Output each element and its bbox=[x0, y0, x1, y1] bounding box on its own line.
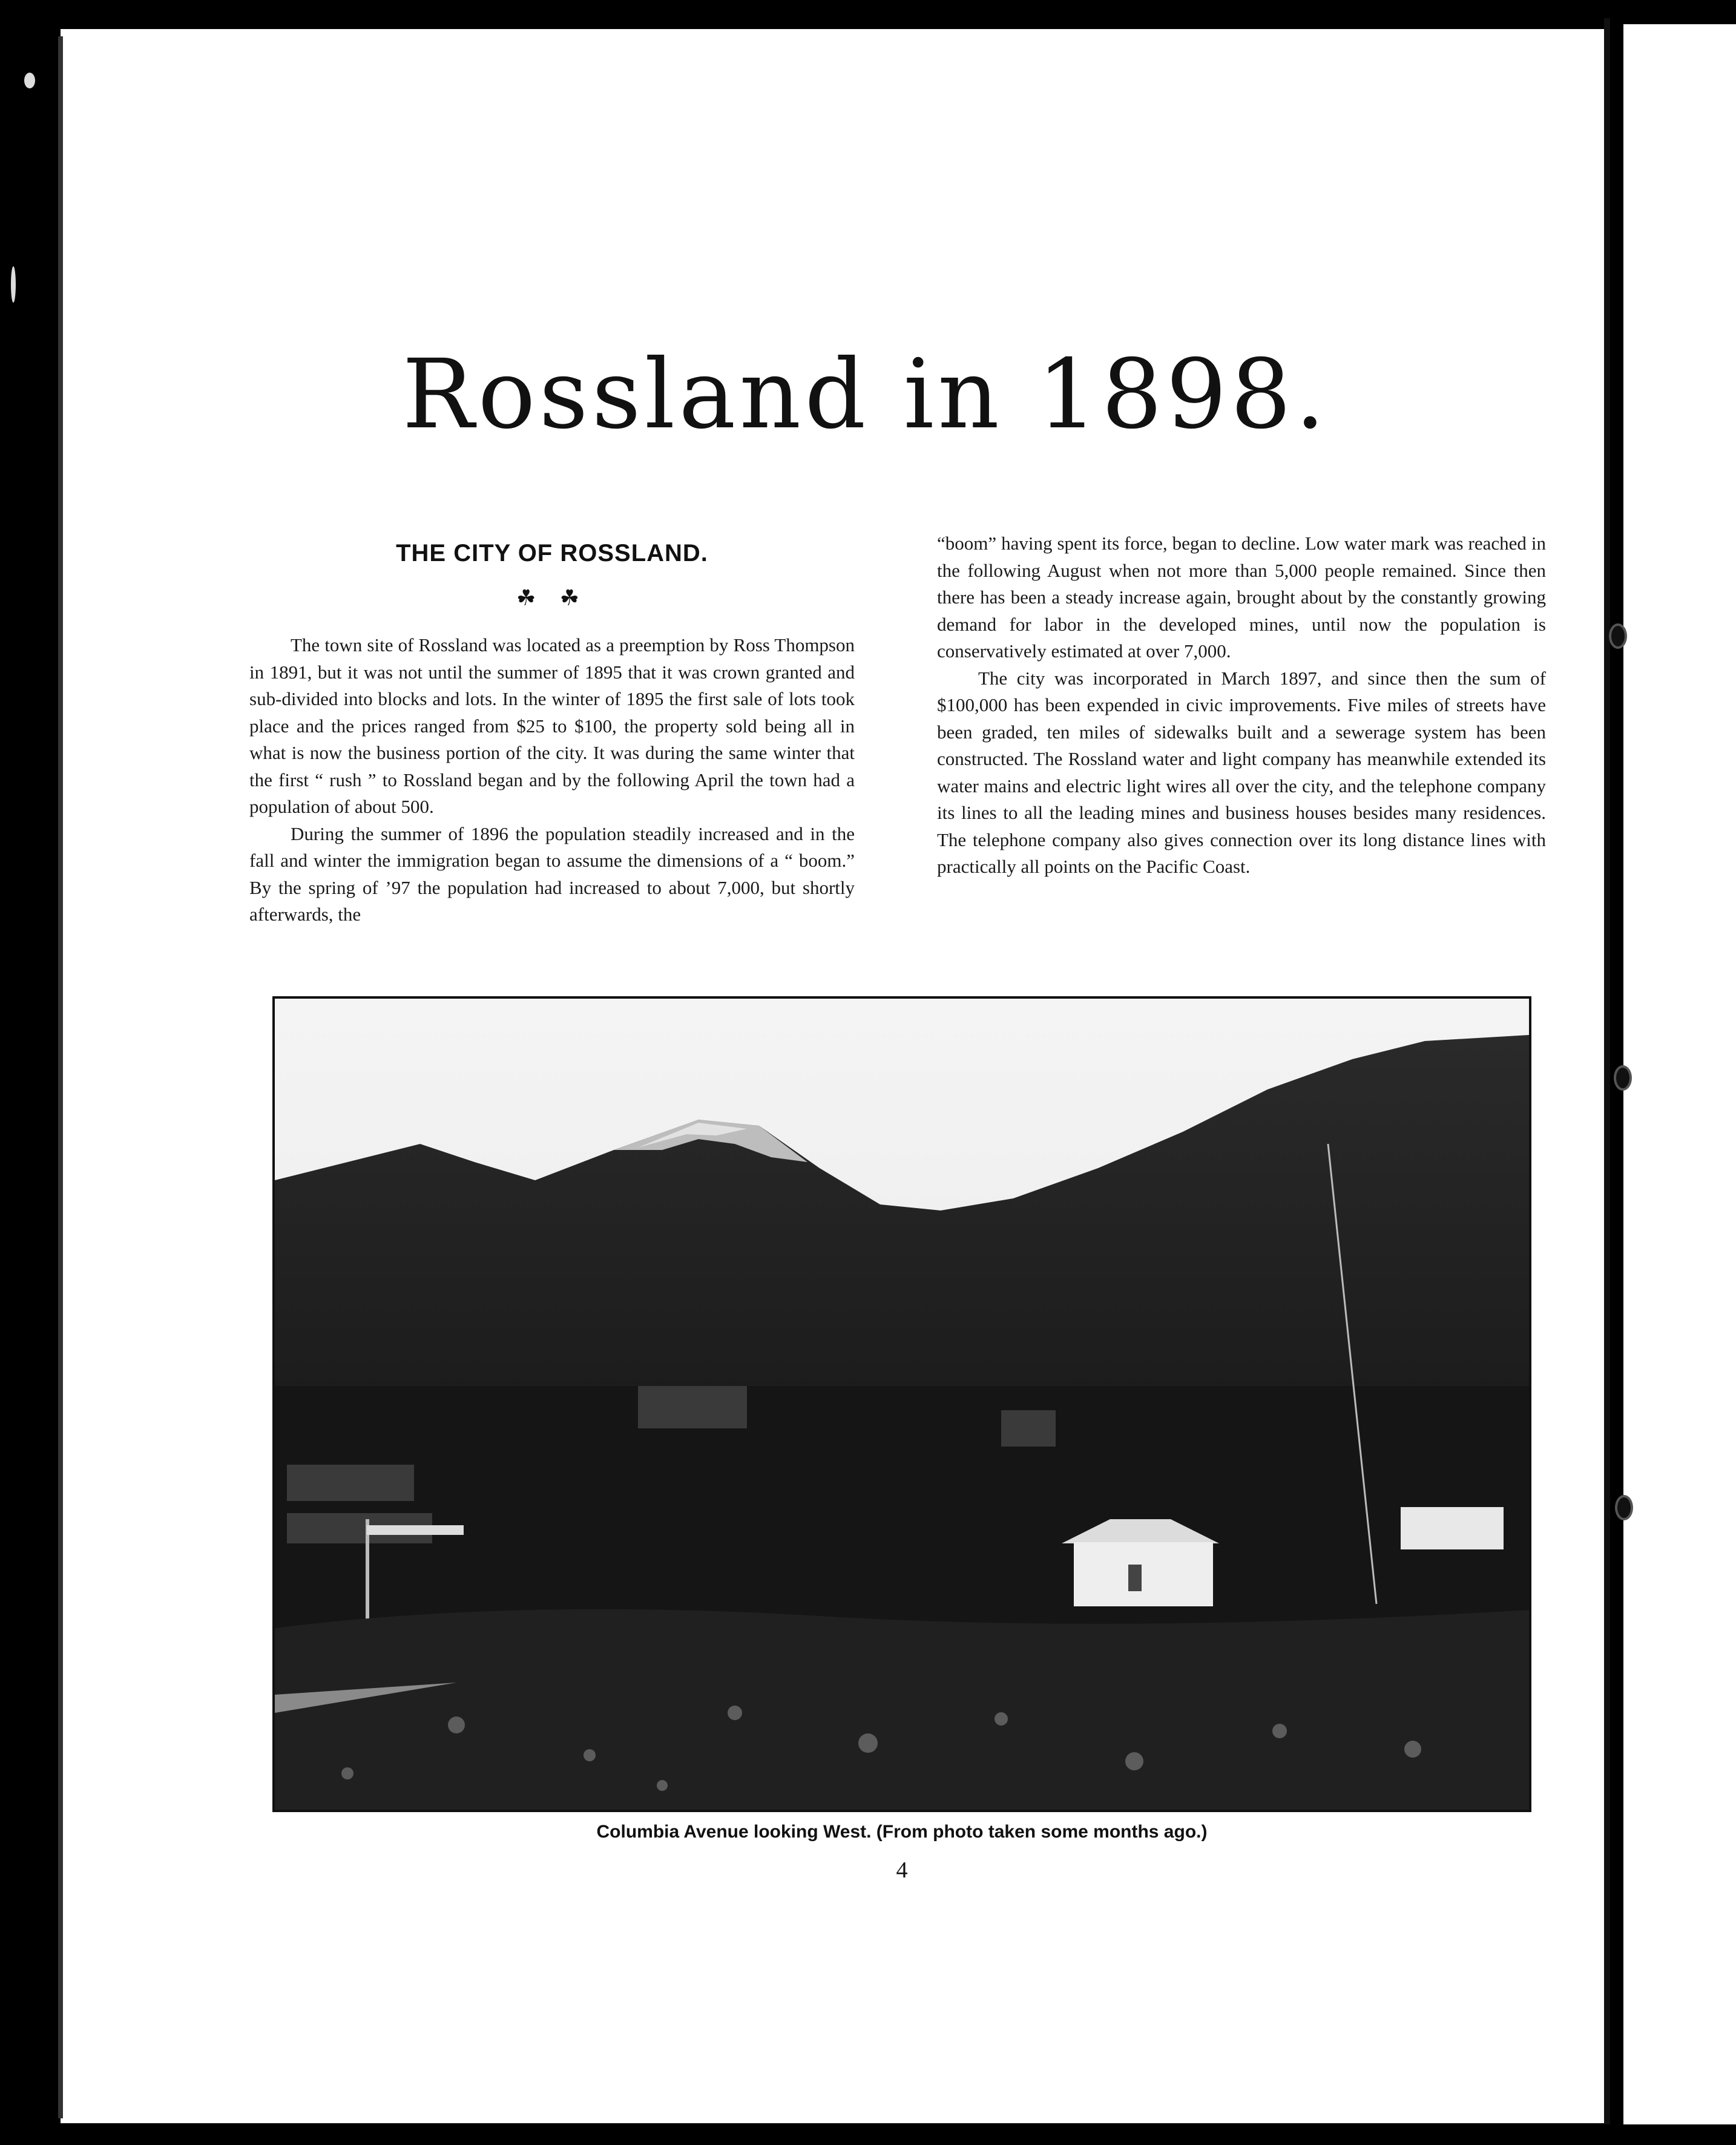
right-column bbox=[937, 530, 1546, 881]
photo-caption: Columbia Avenue looking West. (From photo taken some months ago.) bbox=[596, 1822, 1208, 1842]
page-gutter-shadow bbox=[1604, 18, 1610, 2124]
page-left-edge bbox=[58, 36, 63, 2118]
binding-hole bbox=[1614, 1065, 1632, 1091]
paragraph: The city was incorporated in March 1897, and since then the sum of $100,000 has been expended in civic improvements. Five miles of streets have been graded, ten miles of sidewalks built and a sewerage system has been constructed. The Rossland water and light company has meanwhile extended its water mains and electric light wires all over the city, and the telephone company its lines to all the leading mines and business houses besides many residences. The telephone company also gives connection over its long distance lines with practically all points on the Pacific Coast. bbox=[937, 667, 1546, 877]
binding-hole bbox=[1609, 623, 1627, 649]
photo-image bbox=[275, 999, 1529, 1810]
paragraph: The town site of Rossland was located as a preemption by Ross Thompson in 1891, but it was not until the summer of 1895 that it was crown granted and sub-divided into blocks and lots. In the winter of 1895 the first sale of lots took place and the prices ranged from $25 to $100, the property sold being all in what is now the business portion of the city. It was during the same winter that the first “ rush ” to Rossland began and by the following April the town had a population of about 500. bbox=[249, 634, 855, 817]
page-number: 4 bbox=[896, 1858, 908, 1883]
left-column bbox=[249, 632, 855, 928]
binding-hole bbox=[1615, 1495, 1633, 1520]
page-title: Rossland in 1898. bbox=[402, 339, 1329, 450]
heading-ornament: ☘ ☘ bbox=[516, 586, 588, 611]
scan-speck bbox=[11, 266, 16, 303]
scan-speck bbox=[24, 73, 35, 88]
section-heading: THE CITY OF ROSSLAND. bbox=[396, 540, 708, 567]
paragraph-continuation: “boom” having spent its force, began to decline. Low water mark was reached in the following August when not more than 5,000 people remained. Since then there has been a steady increase again, brought about by the constantly growing demand for labor in the developed mines, until now the population is conservatively estimated at over 7,000. bbox=[937, 533, 1546, 662]
mountain-town-photo bbox=[272, 996, 1531, 1812]
next-page-edge bbox=[1623, 24, 1736, 2124]
paragraph: During the summer of 1896 the population steadily increased and in the fall and winter the immigration began to assume the dimensions of a “ boom.” By the spring of ’97 the population had increased to about 7,000, but shortly afterwards, the bbox=[249, 823, 855, 925]
